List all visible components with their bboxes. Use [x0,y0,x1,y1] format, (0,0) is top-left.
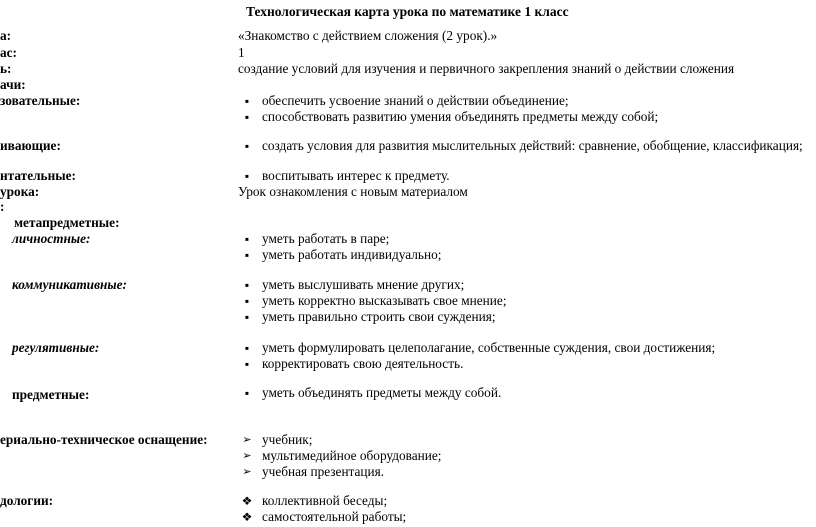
upbringing-item: воспитывать интерес к предмету. [262,168,450,183]
lesson-type-value: Урок ознакомления с новым материалом [238,184,468,199]
equipment-item: мультимедийное оборудование; [262,448,442,463]
arrow-bullet-icon [240,432,254,449]
personal-label: личностные: [12,231,91,246]
equipment-item: учебная презентация. [262,464,385,479]
square-bullet-icon [240,309,254,327]
developing-label: ивающие: [0,138,61,153]
arrow-bullet-icon [240,464,254,481]
square-bullet-icon [240,247,254,265]
personal-item: уметь работать в паре; [262,231,390,246]
diamond-bullet-icon [240,509,254,527]
lesson-type-label: урока: [0,184,40,199]
technologies-item: коллективной беседы; [262,493,388,508]
regulatory-item: корректировать свою деятельность. [262,356,464,371]
goal-value: создание условий для изучения и первичного закрепления знаний о действии сложения [238,61,735,76]
class-label: ас: [0,45,17,60]
page-title: Технологическая карта урока по математике 1 класс [246,4,569,19]
square-bullet-icon [240,138,254,156]
communicative-item: уметь правильно строить свои суждения; [262,309,496,324]
tasks-label: ачи: [0,77,26,92]
equipment-item: учебник; [262,432,313,447]
subject-item: уметь объединять предметы между собой. [262,385,502,400]
square-bullet-icon [240,385,254,403]
metasubject-label: метапредметные: [14,215,120,230]
technologies-label: дологии: [0,493,54,508]
educational-item: способствовать развитию умения объединять предметы между собой; [262,109,659,124]
theme-label: а: [0,28,12,43]
equipment-label: ериально-техническое оснащение: [0,432,208,447]
regulatory-item: уметь формулировать целеполагание, собственные суждения, свои достижения; [262,340,716,355]
educational-item: обеспечить усвоение знаний о действии объединение; [262,93,569,108]
square-bullet-icon [240,109,254,127]
technologies-item: самостоятельной работы; [262,509,407,524]
communicative-item: уметь корректно высказывать свое мнение; [262,293,507,308]
regulatory-label: регулятивные: [12,340,100,355]
subject-label: предметные: [12,387,90,402]
square-bullet-icon [240,356,254,374]
results-label: : [0,199,5,214]
theme-value: «Знакомство с действием сложения (2 урок).» [238,28,498,43]
arrow-bullet-icon [240,448,254,465]
communicative-item: уметь выслушивать мнение других; [262,277,465,292]
goal-label: ь: [0,61,12,76]
upbringing-label: нтательные: [0,168,76,183]
developing-item: создать условия для развития мыслительных действий: сравнение, обобщение, классификация; [262,138,803,153]
personal-item: уметь работать индивидуально; [262,247,442,262]
class-value: 1 [238,45,245,60]
communicative-label: коммуникативные: [12,277,127,292]
educational-label: зовательные: [0,93,81,108]
